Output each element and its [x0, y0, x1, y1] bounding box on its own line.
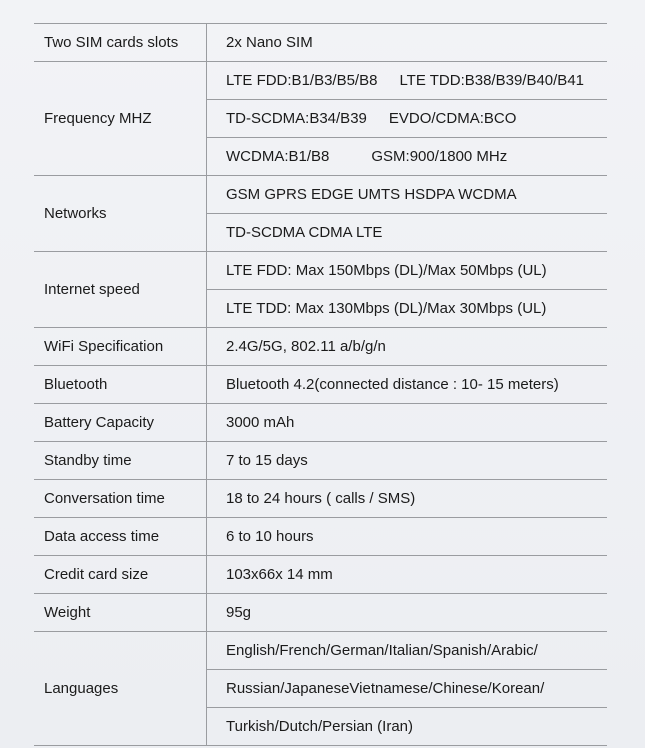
spec-value-weight: 95g: [207, 594, 608, 632]
spec-label-sim: Two SIM cards slots: [34, 24, 207, 62]
spec-label-wifi: WiFi Specification: [34, 328, 207, 366]
spec-row-battery: [34, 404, 607, 442]
spec-label-conversation: Conversation time: [34, 480, 207, 518]
spec-row-size: [34, 556, 607, 594]
spec-value-size: 103x66x 14 mm: [207, 556, 608, 594]
spec-row-wifi: [34, 328, 607, 366]
spec-row-languages: [34, 632, 607, 670]
spec-label-internet: Internet speed: [34, 252, 207, 328]
frequency-wcdma: WCDMA:B1/B8: [226, 148, 330, 165]
spec-label-bluetooth: Bluetooth: [34, 366, 207, 404]
spec-value-networks-1: GSM GPRS EDGE UMTS HSDPA WCDMA: [207, 176, 608, 214]
spec-value-bluetooth: Bluetooth 4.2(connected distance : 10- 15 meters): [207, 366, 608, 404]
spec-value-frequency-3: [207, 138, 608, 176]
spec-row-internet: [34, 252, 607, 290]
spec-row-frequency: [34, 62, 607, 100]
frequency-lte-fdd: LTE FDD:B1/B3/B5/B8: [226, 72, 378, 89]
spec-label-languages: Languages: [34, 632, 207, 746]
spec-row-networks: [34, 176, 607, 214]
spec-value-networks-2: TD-SCDMA CDMA LTE: [207, 214, 608, 252]
spec-table: [34, 23, 607, 746]
spec-label-data-access: Data access time: [34, 518, 207, 556]
spec-row-weight: [34, 594, 607, 632]
frequency-gsm: GSM:900/1800 MHz: [371, 148, 508, 165]
spec-value-conversation: 18 to 24 hours ( calls / SMS): [207, 480, 608, 518]
spec-value-frequency-1: [207, 62, 608, 100]
spec-value-data-access: 6 to 10 hours: [207, 518, 608, 556]
spec-value-wifi: 2.4G/5G, 802.11 a/b/g/n: [207, 328, 608, 366]
spec-value-internet-2: LTE TDD: Max 130Mbps (DL)/Max 30Mbps (UL): [207, 290, 608, 328]
spec-label-frequency: Frequency MHZ: [34, 62, 207, 176]
spec-value-languages-2: Russian/JapaneseVietnamese/Chinese/Korean/: [207, 670, 608, 708]
spec-label-weight: Weight: [34, 594, 207, 632]
spec-row-conversation: [34, 480, 607, 518]
spec-value-frequency-2: [207, 100, 608, 138]
spec-label-battery: Battery Capacity: [34, 404, 207, 442]
spec-row-sim: [34, 24, 607, 62]
spec-row-bluetooth: [34, 366, 607, 404]
spec-value-languages-3: Turkish/Dutch/Persian (Iran): [207, 708, 608, 746]
spec-label-networks: Networks: [34, 176, 207, 252]
frequency-lte-tdd: LTE TDD:B38/B39/B40/B41: [399, 72, 585, 89]
spec-value-sim: 2x Nano SIM: [207, 24, 608, 62]
spec-value-languages-1: English/French/German/Italian/Spanish/Arabic/: [207, 632, 608, 670]
spec-value-battery: 3000 mAh: [207, 404, 608, 442]
spec-value-internet-1: LTE FDD: Max 150Mbps (DL)/Max 50Mbps (UL): [207, 252, 608, 290]
frequency-evdo-cdma: EVDO/CDMA:BCO: [388, 110, 517, 127]
spec-row-standby: [34, 442, 607, 480]
spec-row-data-access: [34, 518, 607, 556]
spec-label-standby: Standby time: [34, 442, 207, 480]
frequency-td-scdma: TD-SCDMA:B34/B39: [226, 110, 367, 127]
spec-label-size: Credit card size: [34, 556, 207, 594]
spec-value-standby: 7 to 15 days: [207, 442, 608, 480]
